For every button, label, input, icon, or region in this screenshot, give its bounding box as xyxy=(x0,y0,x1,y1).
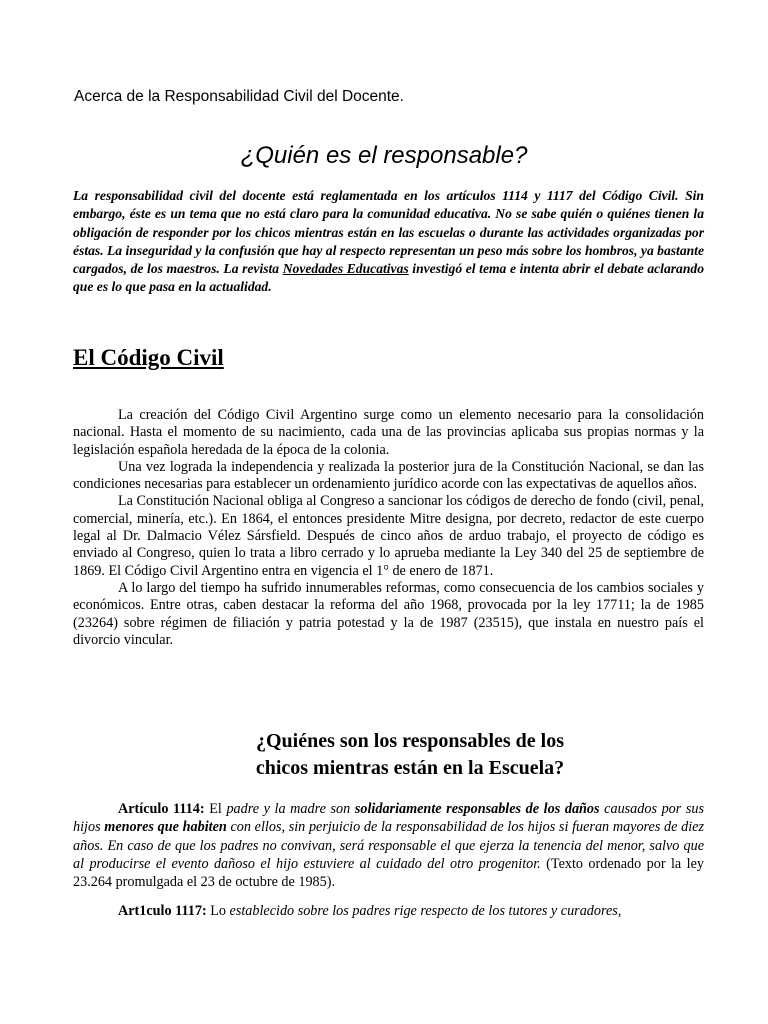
article-text: El xyxy=(209,801,222,817)
article-paragraph xyxy=(73,800,704,891)
paragraph: La creación del Código Civil Argentino surge como un elemento necesario para la consolidación nacional. Hasta el momento de su nacimiento, cada una de las provincias aplicaba sus propias normas y la legislación española heredada de la época de la colonia. xyxy=(73,407,704,458)
paragraph: Una vez lograda la independencia y realizada la posterior jura de la Constitución Nacional, se dan las condiciones necesarias para establecer un ordenamiento jurídico acorde con las expectativas de aquellos años. xyxy=(73,458,704,493)
article-text: establecido sobre los padres rige respecto de los tutores y curadores, xyxy=(229,903,622,919)
article-note: (Texto ordenado por la ley 23.264 promulgada el 23 de octubre de 1985). xyxy=(73,855,704,891)
lead-paragraph xyxy=(73,187,704,297)
question-line: ¿Quiénes son los responsables de los xyxy=(255,730,565,752)
article-1117 xyxy=(73,902,704,920)
lead-text-2: investigó el tema e intenta abrir el debate aclarando que es lo que pasa en la actualidad. xyxy=(73,261,704,295)
section-heading: El Código Civil xyxy=(73,345,224,370)
question-line: chicos mientras están en la Escuela? xyxy=(255,757,565,779)
lead-text-1: La responsabilidad civil del docente está reglamentada en los artículos 1114 y 1117 del Código Civil. Sin embargo, éste es un tema que no está claro para la comunidad educativa. No se sabe quién o quiénes tienen la obligación de responder por los chicos mientras están en las escuelas o durante las actividades organizadas por éstas. La inseguridad y la confusión que hay al respecto representan un peso más sobre los hombros, ya bastante cargados, de los maestros. La revista xyxy=(73,188,704,277)
question-heading xyxy=(0,728,768,782)
magazine-name: Novedades Educativas xyxy=(282,261,409,277)
article-paragraph xyxy=(73,902,704,920)
paragraph: La Constitución Nacional obliga al Congreso a sancionar los códigos de derecho de fondo (civil, penal, comercial, minería, etc.). En 1864, el entonces presidente Mitre designa, por decreto, redactor de este cuerpo legal al Dr. Dalmacio Vélez Sársfield. Después de cinco años de arduo trabajo, el proyecto de código es enviado al Congreso, quien lo trata a libro cerrado y lo aprueba mediante la Ley 340 del 25 de septiembre de 1869. El Código Civil Argentino entra en vigencia el 1° de enero de 1871. xyxy=(73,493,704,579)
article-text: Lo xyxy=(210,903,226,919)
article-text: padre y la madre son xyxy=(226,801,351,817)
page-title: ¿Quién es el responsable? xyxy=(240,142,528,169)
document-header: Acerca de la Responsabilidad Civil del Docente. xyxy=(74,88,404,105)
article-text: causados por sus hijos xyxy=(73,801,705,836)
article-emphasis: solidariamente responsables de los daños xyxy=(354,801,600,817)
article-label: Art1culo 1117: xyxy=(118,903,207,919)
section-body xyxy=(73,407,704,649)
paragraph: A lo largo del tiempo ha sufrido innumerables reformas, como consecuencia de los cambios sociales y económicos. Entre otras, caben destacar la reforma del año 1968, provocada por la ley 17711; la de 1985 (23264) sobre régimen de filiación y patria potestad y la de 1987 (23515), que instala en nuestro país el divorcio vincular. xyxy=(73,579,704,648)
article-text: con ellos, sin perjuicio de la responsabilidad de los hijos si fueran mayores de diez años. En caso de que los padres no convivan, será responsable el que ejerza la tenencia del menor, salvo que al producirse el evento dañoso el hijo estuviere al cuidado del otro progenitor. xyxy=(73,819,705,872)
article-label: Artículo 1114: xyxy=(118,801,205,817)
article-emphasis: menores que habiten xyxy=(104,819,227,836)
article-1114 xyxy=(73,800,704,891)
